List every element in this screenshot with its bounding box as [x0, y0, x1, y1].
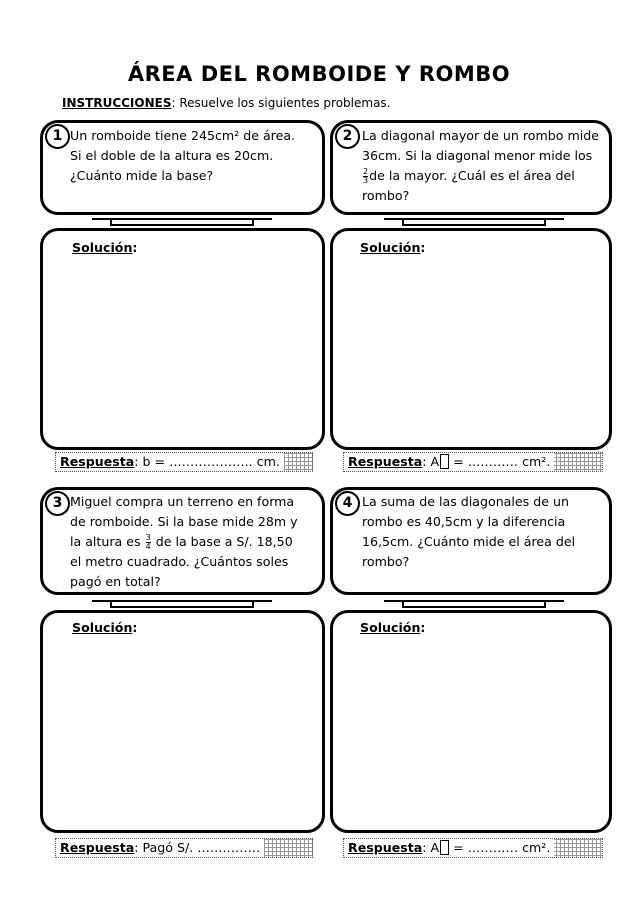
answer-3-text: : Pagó S/. …………… — [134, 840, 261, 855]
problem-3-text — [70, 492, 315, 592]
answer-2-text: = ………… cm². — [449, 454, 551, 469]
problem-3-line: la altura es $\frac{3}{4}$ de la base a S/. 18,50 — [70, 533, 293, 551]
rhombus-symbol-icon — [440, 454, 449, 469]
fraction: $\frac{2}{3}$ — [363, 167, 369, 185]
problem-4-line: rombo? — [362, 554, 410, 569]
problem-2-number: 2 — [335, 124, 360, 149]
problem-2-line: $\frac{2}{3}$ de la mayor. ¿Cuál es el área del — [363, 167, 575, 185]
problem-1-line: Si el doble de la altura es 20cm. — [70, 148, 274, 163]
problem-1-line: Un romboide tiene 245cm² de área. — [70, 128, 296, 143]
solution-4-box[interactable] — [330, 610, 612, 833]
problem-2-line: 36cm. Si la diagonal menor mide los — [362, 148, 593, 163]
problem-1-line: ¿Cuánto mide la base? — [70, 168, 214, 183]
answer-3-label: Respuesta — [60, 840, 135, 855]
problem-3-line: de romboide. Si la base mide 28m y — [70, 514, 298, 529]
solution-1-box[interactable] — [40, 228, 325, 450]
answer-4-prefix: : A — [422, 840, 440, 855]
answer-4-label: Respuesta — [348, 840, 423, 855]
solution-3-label: Solución: — [72, 620, 138, 635]
answer-4[interactable] — [343, 838, 603, 858]
problem-3-line: pagó en total? — [70, 574, 161, 589]
answer-1-label: Respuesta — [60, 454, 135, 469]
solution-2-label: Solución: — [360, 240, 426, 255]
instructions-label: INSTRUCCIONES — [62, 96, 172, 110]
instructions — [62, 96, 391, 110]
problem-4-line: rombo es 40,5cm y la diferencia — [362, 514, 566, 529]
stand-bar — [402, 218, 546, 226]
answer-2[interactable] — [343, 452, 603, 472]
problem-1-number: 1 — [45, 124, 70, 149]
answer-2-prefix: : A — [422, 454, 440, 469]
problem-4-number: 4 — [335, 491, 360, 516]
answer-1-text: : b = ……………….. cm. — [134, 454, 280, 469]
rhombus-symbol-icon — [440, 840, 449, 855]
answer-2-label: Respuesta — [348, 454, 423, 469]
solution-3-box[interactable] — [40, 610, 325, 833]
page-title: ÁREA DEL ROMBOIDE Y ROMBO — [127, 62, 511, 86]
problem-1-text — [70, 126, 315, 186]
stand-bar — [110, 600, 254, 608]
problem-4-line: La suma de las diagonales de un — [362, 494, 569, 509]
problem-3-number: 3 — [45, 491, 70, 516]
solution-1-label: Solución: — [72, 240, 138, 255]
problem-3-line: el metro cuadrado. ¿Cuántos soles — [70, 554, 289, 569]
stand-bar — [402, 600, 546, 608]
stand-bar — [110, 218, 254, 226]
answer-4-text: = ………… cm². — [449, 840, 551, 855]
solution-4-label: Solución: — [360, 620, 426, 635]
problem-3-line: Miguel compra un terreno en forma — [70, 494, 295, 509]
answer-3[interactable] — [55, 838, 313, 858]
problem-4-line: 16,5cm. ¿Cuánto mide el área del — [362, 534, 576, 549]
solution-2-box[interactable] — [330, 228, 612, 450]
problem-2-line: rombo? — [362, 188, 410, 203]
answer-1[interactable] — [55, 452, 313, 472]
problem-4-text — [362, 492, 602, 572]
fraction: $\frac{3}{4}$ — [145, 533, 151, 551]
problem-2-line: La diagonal mayor de un rombo mide — [362, 128, 599, 143]
problem-2-text — [362, 126, 602, 206]
instructions-text: : Resuelve los siguientes problemas. — [171, 96, 391, 110]
